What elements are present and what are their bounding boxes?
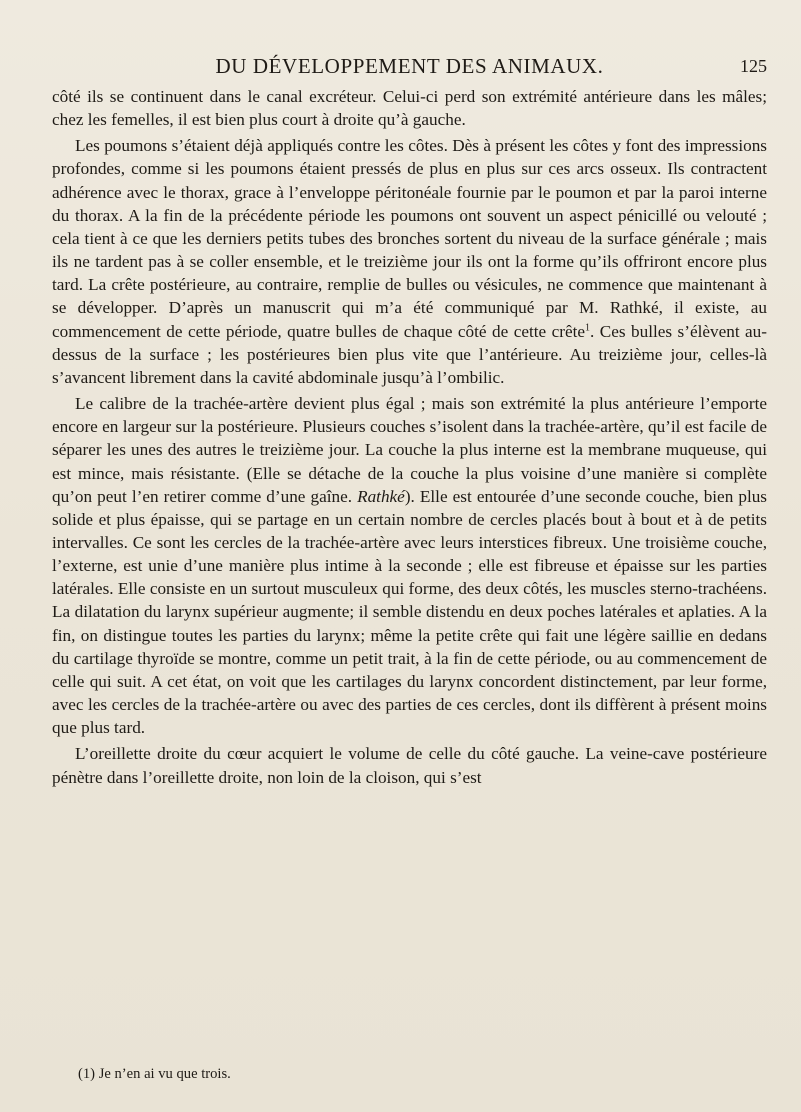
page-number: 125 [740,56,767,76]
footnote-text: Je n’en ai vu que trois. [98,1066,231,1082]
paragraph-3 [52,392,767,739]
paragraph-3-text-a: Le calibre de la trachée-artère devient plus égal ; mais son extrémité la plus antérieure l’emporte encore en largeur sur la postérieure. Plusieurs couches s’isolent dans la trachée-artère, qu’il est facile de séparer les unes des autres le treizième jour. La couche la plus interne est la membrane muqueuse, qui est mince, mais résistante. (Elle se détache de la couche la plus voisine d’une manière si complète qu’on peut l’en retirer comme d’une gaîne. [52,394,767,506]
footnote [78,1065,231,1083]
paragraph-3-text-b: ). Elle est entourée d’une seconde couche, bien plus solide et plus épaisse, qui se partage en un certain nombre de cercles placés bout à bout et à de petits intervalles. Ce sont les cercles de la trachée-artère avec leurs interstices fibreux. Une troisième couche, l’externe, est unie d’une manière plus intime à la seconde ; elle est fibreuse et épaisse sur les parties latérales. Elle consiste en un surtout musculeux qui forme, des deux côtés, les muscles sterno-trachéens. La dilatation du larynx supérieur augmente; il semble distendu en deux poches latérales et aplaties. A la fin, on distingue toutes les parties du larynx; même la petite crête qui fait une légère saillie en dedans du cartilage thyroïde se montre, comme un petit trait, à la fin de cette période, ou au commencement de celle qui suit. A cet état, on voit que les cartilages du larynx concordent distinctement, par leur forme, avec les cercles de la trachée-artère ou avec des parties de ces cercles, dont ils diffèrent à présent moins que plus tard. [52,486,767,738]
paragraph-1: côté ils se continuent dans le canal excréteur. Celui-ci perd son extrémité antérieure dans les mâles; chez les femelles, il est bien plus court à droite qu’à gauche. [52,87,767,130]
running-title: DU DÉVELOPPEMENT DES ANIMAUX. [215,54,604,78]
paragraph-2-text-a: Les poumons s’étaient déjà appliqués contre les côtes. Dès à présent les côtes y font des impressions profondes, comme si les poumons étaient pressés de plus en plus sur ces arcs osseux. Ils contractent adhérence avec le thorax, grace à l’enveloppe péritonéale fournie par le poumon et par la paroi interne du thorax. A la fin de la précédente période les poumons ont souvent un aspect pénicillé ou velouté ; cela tient à ce que les derniers petits tubes des bronches sortent du niveau de la surface générale ; mais ils ne tardent pas à se coller ensemble, et le treizième jour ils ont la forme qu’ils offriront encore plus tard. La crête postérieure, au contraire, remplie de bulles ou vésicules, ne commence que maintenant à se développer. D’après un manuscrit qui m’a été communiqué par M. Rathké, il existe, au commencement de cette période, quatre bulles de chaque côté de cette crête [52,136,767,341]
page-header [52,52,767,80]
paragraph-4: L’oreillette droite du cœur acquiert le volume de celle du côté gauche. La veine-cave postérieure pénètre dans l’oreillette droite, non loin de la cloison, qui s’est [52,744,767,787]
paragraph-2-text-b: . Ces bulles s’élèvent au-dessus de la surface ; les postérieures bien plus vite que l’antérieure. Au treizième jour, celles-là s’avancent librement dans la cavité abdominale jusqu’à l’ombilic. [52,321,768,387]
footnote-marker: (1) [78,1066,96,1082]
footnote-reference: 1 [585,321,591,333]
italic-author-name: Rathké [357,486,405,506]
body-text [52,85,767,789]
paragraph-2 [52,134,767,389]
